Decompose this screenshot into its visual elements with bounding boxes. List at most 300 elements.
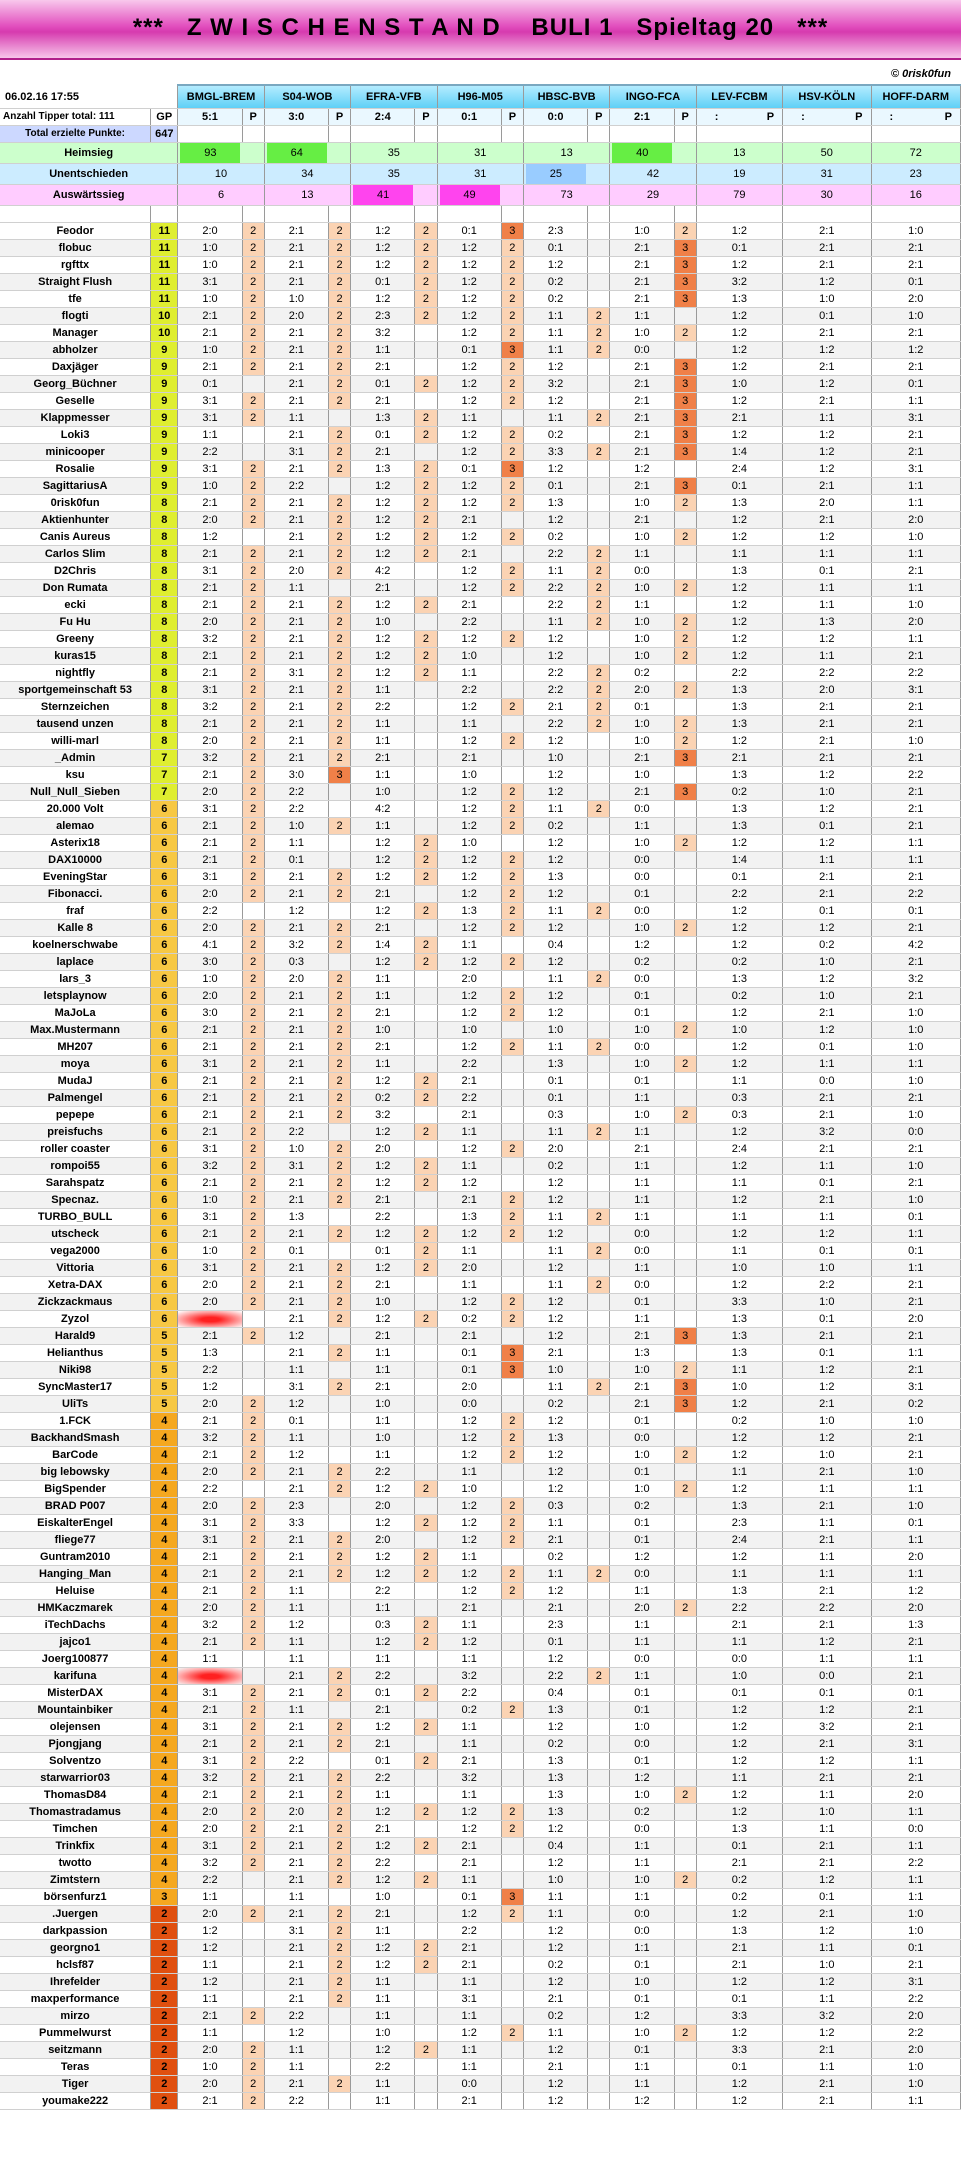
tip-cell: 1:2 xyxy=(523,648,587,665)
tip-cell: 1:2 xyxy=(783,1923,871,1940)
tip-cell: 2:0 xyxy=(264,1804,328,1821)
points-cell xyxy=(501,648,523,665)
points-cell: 2 xyxy=(415,1311,437,1328)
summary-value: 10 xyxy=(178,164,264,185)
tip-cell: 2:0 xyxy=(264,971,328,988)
points-cell xyxy=(588,1226,610,1243)
tip-cell: 1:2 xyxy=(783,2025,871,2042)
tip-cell: 3:2 xyxy=(178,631,242,648)
tip-cell: 1:4 xyxy=(696,852,782,869)
points-cell xyxy=(588,376,610,393)
points-cell: 2 xyxy=(329,1770,351,1787)
tip-cell: 3:2 xyxy=(264,937,328,954)
player-name: karifuna xyxy=(0,1668,151,1685)
tip-cell: 3:2 xyxy=(783,1719,871,1736)
tip-cell: 2:1 xyxy=(264,342,328,359)
summary-value: 25 xyxy=(523,164,609,185)
tip-cell: 2:1 xyxy=(351,393,415,410)
tip-cell: 0:0 xyxy=(871,1124,961,1141)
tip-cell: 0:1 xyxy=(871,376,961,393)
points-cell: 2 xyxy=(329,1311,351,1328)
tip-cell: 1:1 xyxy=(351,1600,415,1617)
tip-cell: 1:1 xyxy=(523,1889,587,1906)
game-header: S04-WOB xyxy=(264,85,350,109)
points-cell xyxy=(588,1770,610,1787)
tip-cell: 2:1 xyxy=(783,1498,871,1515)
tip-cell: 1:1 xyxy=(783,1821,871,1838)
tip-cell: 2:1 xyxy=(610,274,674,291)
points-cell xyxy=(588,274,610,291)
points-cell xyxy=(588,1838,610,1855)
tip-cell: 1:2 xyxy=(351,1073,415,1090)
points-cell: 3 xyxy=(674,393,696,410)
points-cell xyxy=(588,2008,610,2025)
tip-cell: 2:1 xyxy=(351,750,415,767)
tip-cell: 2:2 xyxy=(696,886,782,903)
tip-cell: 1:1 xyxy=(871,1889,961,1906)
game-result: : P xyxy=(871,109,961,126)
tip-cell: 2:1 xyxy=(351,920,415,937)
empty-cell xyxy=(588,126,610,143)
points-cell: 2 xyxy=(242,1906,264,1923)
player-name: Zickzackmaus xyxy=(0,1294,151,1311)
points-cell xyxy=(674,869,696,886)
tip-cell: 1:2 xyxy=(437,954,501,971)
points-cell xyxy=(674,1991,696,2008)
points-cell: 2 xyxy=(415,937,437,954)
summary-value: 30 xyxy=(783,185,871,206)
player-name: preisfuchs xyxy=(0,1124,151,1141)
empty-cell xyxy=(523,126,587,143)
points-cell: 2 xyxy=(242,2008,264,2025)
points-cell: 2 xyxy=(242,1787,264,1804)
tip-cell: 0:1 xyxy=(610,1991,674,2008)
tip-cell: 1:2 xyxy=(437,376,501,393)
tip-cell: 3:1 xyxy=(178,801,242,818)
tip-cell: 1:1 xyxy=(523,971,587,988)
points-cell xyxy=(415,1787,437,1804)
tip-cell: 2:1 xyxy=(264,1175,328,1192)
tip-cell: 2:1 xyxy=(783,1906,871,1923)
player-name: Thomastradamus xyxy=(0,1804,151,1821)
tip-cell: 2:2 xyxy=(523,665,587,682)
tip-cell: 2:1 xyxy=(437,1328,501,1345)
tip-cell: 2:1 xyxy=(871,444,961,461)
tip-cell: 1:2 xyxy=(437,1566,501,1583)
points-cell xyxy=(415,359,437,376)
tip-cell: 1:1 xyxy=(783,546,871,563)
tip-cell: 2:1 xyxy=(871,1090,961,1107)
player-gp: 7 xyxy=(151,767,178,784)
points-cell xyxy=(415,1889,437,1906)
tip-cell: 1:1 xyxy=(264,1583,328,1600)
player-name: EiskalterEngel xyxy=(0,1515,151,1532)
points-cell xyxy=(674,1770,696,1787)
tip-cell: 1:1 xyxy=(264,1430,328,1447)
tip-cell: 2:1 xyxy=(264,716,328,733)
tip-cell: 2:2 xyxy=(696,665,782,682)
points-cell: 2 xyxy=(242,223,264,240)
points-cell xyxy=(415,1141,437,1158)
table-row xyxy=(0,580,961,597)
player-gp: 4 xyxy=(151,1855,178,1872)
tip-cell: 0:2 xyxy=(523,529,587,546)
tip-cell: 0:1 xyxy=(610,1957,674,1974)
player-name: Max.Mustermann xyxy=(0,1022,151,1039)
points-cell xyxy=(588,1889,610,1906)
points-cell xyxy=(588,1991,610,2008)
tip-cell: 2:2 xyxy=(696,1600,782,1617)
tip-cell: 0:1 xyxy=(610,1753,674,1770)
tip-cell: 1:1 xyxy=(871,852,961,869)
points-cell: 2 xyxy=(329,1481,351,1498)
tip-cell: 0:0 xyxy=(610,1821,674,1838)
tip-cell: 1:1 xyxy=(610,597,674,614)
tip-cell: 2:1 xyxy=(871,563,961,580)
points-cell: 3 xyxy=(674,750,696,767)
tip-cell: 1:2 xyxy=(437,1039,501,1056)
tip-cell: 1:2 xyxy=(523,835,587,852)
points-cell xyxy=(415,1821,437,1838)
player-gp: 6 xyxy=(151,1175,178,1192)
tip-cell: 1:2 xyxy=(351,240,415,257)
points-cell: 2 xyxy=(674,223,696,240)
player-name: ecki xyxy=(0,597,151,614)
points-cell: 2 xyxy=(329,444,351,461)
player-gp: 8 xyxy=(151,631,178,648)
tip-cell: 1:1 xyxy=(783,1515,871,1532)
empty-cell xyxy=(696,126,782,143)
tip-cell: 2:1 xyxy=(783,478,871,495)
points-cell xyxy=(674,2042,696,2059)
tip-cell: 2:1 xyxy=(783,1090,871,1107)
player-name: flobuc xyxy=(0,240,151,257)
player-gp: 8 xyxy=(151,580,178,597)
player-gp: 4 xyxy=(151,1821,178,1838)
tip-cell: 1:2 xyxy=(523,512,587,529)
points-cell xyxy=(415,682,437,699)
points-cell xyxy=(674,2093,696,2110)
tip-cell: 2:1 xyxy=(610,1328,674,1345)
player-name: 0risk0fun xyxy=(0,495,151,512)
points-cell xyxy=(501,1396,523,1413)
tip-cell: 1:0 xyxy=(783,1804,871,1821)
tip-cell: 1:1 xyxy=(610,1838,674,1855)
empty-cell xyxy=(696,206,782,223)
points-cell xyxy=(588,869,610,886)
points-cell: 2 xyxy=(242,1226,264,1243)
points-cell xyxy=(415,1464,437,1481)
tip-cell: 2:0 xyxy=(178,1277,242,1294)
tip-cell: 1:2 xyxy=(437,733,501,750)
tip-cell: 1:0 xyxy=(178,971,242,988)
tip-cell: 1:3 xyxy=(437,903,501,920)
points-cell: 2 xyxy=(674,1872,696,1889)
points-cell: 2 xyxy=(501,495,523,512)
tip-cell: 1:2 xyxy=(437,291,501,308)
tip-cell: 2:1 xyxy=(783,1005,871,1022)
tip-cell: 1:2 xyxy=(437,580,501,597)
tip-cell: 1:2 xyxy=(437,240,501,257)
table-row xyxy=(0,1906,961,1923)
summary-value: 16 xyxy=(871,185,961,206)
player-name: utscheck xyxy=(0,1226,151,1243)
tip-cell: 0:2 xyxy=(523,2008,587,2025)
tip-cell: 1:1 xyxy=(351,1056,415,1073)
tip-cell: 2:1 xyxy=(178,1175,242,1192)
tip-cell: 2:0 xyxy=(178,1821,242,1838)
points-cell xyxy=(588,1345,610,1362)
tip-cell: 0:0 xyxy=(610,1651,674,1668)
tip-cell: 2:1 xyxy=(871,1175,961,1192)
empty-cell xyxy=(178,126,242,143)
points-cell xyxy=(674,1090,696,1107)
player-name: Loki3 xyxy=(0,427,151,444)
tip-cell: 1:1 xyxy=(783,1158,871,1175)
tip-cell: 0:1 xyxy=(696,2059,782,2076)
tip-cell: 2:2 xyxy=(264,2008,328,2025)
tip-cell: 2:1 xyxy=(264,682,328,699)
tip-cell: 0:1 xyxy=(610,988,674,1005)
tip-cell: 1:3 xyxy=(351,410,415,427)
tip-cell: 0:0 xyxy=(610,1243,674,1260)
points-cell: 2 xyxy=(329,631,351,648)
points-cell xyxy=(501,1651,523,1668)
table-row xyxy=(0,665,961,682)
tip-cell: 2:2 xyxy=(178,1872,242,1889)
points-cell: 2 xyxy=(415,597,437,614)
player-gp: 5 xyxy=(151,1396,178,1413)
player-gp: 4 xyxy=(151,1464,178,1481)
points-cell: 2 xyxy=(242,1073,264,1090)
tip-cell: 2:0 xyxy=(871,2008,961,2025)
player-name: MisterDAX xyxy=(0,1685,151,1702)
tip-cell: 3:2 xyxy=(437,1770,501,1787)
points-cell xyxy=(674,1260,696,1277)
points-cell xyxy=(415,699,437,716)
tip-cell: 2:1 xyxy=(264,1940,328,1957)
points-cell: 2 xyxy=(501,1583,523,1600)
points-cell xyxy=(329,478,351,495)
player-name: fliege77 xyxy=(0,1532,151,1549)
table-row xyxy=(0,1804,961,1821)
points-cell: 2 xyxy=(242,818,264,835)
tip-cell: 1:0 xyxy=(351,1022,415,1039)
tip-cell: 1:2 xyxy=(871,1583,961,1600)
points-cell: 2 xyxy=(329,1175,351,1192)
player-gp: 6 xyxy=(151,1005,178,1022)
points-cell: 2 xyxy=(329,1226,351,1243)
tip-cell: 1:2 xyxy=(351,869,415,886)
points-cell xyxy=(501,1787,523,1804)
tip-cell: 1:1 xyxy=(437,2008,501,2025)
points-cell: 2 xyxy=(674,835,696,852)
tip-cell: 1:0 xyxy=(178,240,242,257)
tip-cell: 0:2 xyxy=(437,1311,501,1328)
player-gp: 4 xyxy=(151,1498,178,1515)
player-name: youmake222 xyxy=(0,2093,151,2110)
points-cell: 2 xyxy=(501,1209,523,1226)
tip-cell: 0:0 xyxy=(610,869,674,886)
points-cell: 2 xyxy=(242,1549,264,1566)
player-gp: 6 xyxy=(151,954,178,971)
tip-cell: 3:0 xyxy=(178,954,242,971)
points-cell: 2 xyxy=(242,716,264,733)
tip-cell: 1:0 xyxy=(178,291,242,308)
points-cell: 2 xyxy=(415,1175,437,1192)
summary-value: 23 xyxy=(871,164,961,185)
points-cell: 2 xyxy=(415,1634,437,1651)
points-cell xyxy=(242,1974,264,1991)
table-row xyxy=(0,325,961,342)
player-gp: 5 xyxy=(151,1362,178,1379)
points-cell xyxy=(674,1226,696,1243)
points-cell: 2 xyxy=(501,886,523,903)
points-cell: 3 xyxy=(501,1362,523,1379)
tip-cell: 2:1 xyxy=(351,1005,415,1022)
player-name: roller coaster xyxy=(0,1141,151,1158)
summary-value: 31 xyxy=(437,143,523,164)
points-cell xyxy=(588,886,610,903)
points-cell: 2 xyxy=(415,461,437,478)
tip-cell: 2:0 xyxy=(178,614,242,631)
player-name: iTechDachs xyxy=(0,1617,151,1634)
tip-cell: 2:0 xyxy=(610,1600,674,1617)
points-cell: 2 xyxy=(588,444,610,461)
points-cell xyxy=(588,1073,610,1090)
tip-cell: 2:1 xyxy=(437,750,501,767)
points-cell: 2 xyxy=(588,563,610,580)
tip-cell: 1:2 xyxy=(783,1226,871,1243)
tip-cell: 2:0 xyxy=(178,2042,242,2059)
tip-cell: 2:1 xyxy=(783,512,871,529)
tip-cell: 1:0 xyxy=(351,2025,415,2042)
tip-cell: 1:2 xyxy=(696,1753,782,1770)
tip-cell: 2:1 xyxy=(264,1668,328,1685)
points-cell: 2 xyxy=(674,1056,696,1073)
player-gp: 2 xyxy=(151,2008,178,2025)
tip-cell: 3:1 xyxy=(178,1056,242,1073)
tip-cell: 1:2 xyxy=(437,699,501,716)
tip-cell: 2:1 xyxy=(178,1090,242,1107)
tip-cell: 1:2 xyxy=(696,1039,782,1056)
points-cell: 2 xyxy=(242,512,264,529)
tip-cell: 2:2 xyxy=(871,665,961,682)
points-cell xyxy=(588,1821,610,1838)
points-cell xyxy=(674,1345,696,1362)
points-cell: 2 xyxy=(242,1124,264,1141)
tip-cell: 1:1 xyxy=(871,495,961,512)
tip-cell: 1:2 xyxy=(696,325,782,342)
tip-cell: 0:4 xyxy=(523,937,587,954)
table-row xyxy=(0,1515,961,1532)
tip-cell: 0:1 xyxy=(610,1005,674,1022)
tip-cell: 2:1 xyxy=(871,1702,961,1719)
tip-cell: 1:1 xyxy=(871,1838,961,1855)
tip-cell: 2:1 xyxy=(264,2076,328,2093)
points-cell: 2 xyxy=(242,1396,264,1413)
points-cell: 2 xyxy=(242,461,264,478)
tip-cell: 1:2 xyxy=(610,2093,674,2110)
table-row xyxy=(0,2042,961,2059)
table-row xyxy=(0,1277,961,1294)
points-cell xyxy=(415,801,437,818)
tip-cell: 0:0 xyxy=(610,801,674,818)
tip-cell: 0:0 xyxy=(783,1668,871,1685)
tip-cell: 2:1 xyxy=(437,1940,501,1957)
tip-cell: 1:2 xyxy=(437,427,501,444)
tip-cell: 1:2 xyxy=(351,1260,415,1277)
points-cell: 2 xyxy=(588,410,610,427)
player-name: Aktienhunter xyxy=(0,512,151,529)
tip-cell: 2:1 xyxy=(610,410,674,427)
tip-cell: 0:2 xyxy=(523,427,587,444)
tip-cell: 1:0 xyxy=(610,1481,674,1498)
player-gp: 7 xyxy=(151,750,178,767)
tip-cell: 2:1 xyxy=(610,359,674,376)
points-cell xyxy=(674,852,696,869)
points-cell: 2 xyxy=(242,2093,264,2110)
points-cell: 2 xyxy=(329,1022,351,1039)
points-cell: 2 xyxy=(501,325,523,342)
table-row xyxy=(0,767,961,784)
points-cell: 2 xyxy=(242,1294,264,1311)
tip-cell: 0:3 xyxy=(696,1090,782,1107)
points-cell xyxy=(415,1328,437,1345)
tip-cell: 1:0 xyxy=(610,223,674,240)
points-cell xyxy=(674,1141,696,1158)
empty-cell xyxy=(242,206,264,223)
points-cell xyxy=(588,1311,610,1328)
tip-cell: 1:2 xyxy=(523,1005,587,1022)
tip-cell: 2:1 xyxy=(783,325,871,342)
tip-cell: 1:2 xyxy=(437,1175,501,1192)
tip-cell: 1:0 xyxy=(783,784,871,801)
tip-cell: 2:2 xyxy=(523,546,587,563)
tip-cell: 2:1 xyxy=(783,733,871,750)
points-cell: 2 xyxy=(501,1294,523,1311)
tip-cell: 1:1 xyxy=(437,1617,501,1634)
tip-cell: 3:1 xyxy=(264,1923,328,1940)
tip-cell: 2:1 xyxy=(871,1668,961,1685)
tip-cell: 1:3 xyxy=(523,1770,587,1787)
tip-cell: 1:2 xyxy=(783,1872,871,1889)
points-cell xyxy=(588,835,610,852)
tip-cell: 2:1 xyxy=(264,325,328,342)
points-cell: 2 xyxy=(242,1685,264,1702)
points-cell: 2 xyxy=(415,1243,437,1260)
table-row xyxy=(0,461,961,478)
tip-cell: 2:1 xyxy=(264,461,328,478)
points-cell: 2 xyxy=(415,427,437,444)
tip-cell: 3:2 xyxy=(178,1855,242,1872)
table-row xyxy=(0,1957,961,1974)
tip-cell: 2:1 xyxy=(264,1311,328,1328)
points-cell: 2 xyxy=(415,308,437,325)
tip-cell: 3:3 xyxy=(696,2042,782,2059)
player-name: Carlos Slim xyxy=(0,546,151,563)
points-cell: 2 xyxy=(588,546,610,563)
tip-cell: 1:0 xyxy=(437,1481,501,1498)
tip-cell: 1:0 xyxy=(871,223,961,240)
summary-value: 79 xyxy=(696,185,782,206)
tip-cell: 2:1 xyxy=(871,240,961,257)
tip-cell: 1:1 xyxy=(610,1617,674,1634)
tip-cell: 2:1 xyxy=(264,1056,328,1073)
tip-cell: 1:2 xyxy=(351,1634,415,1651)
tip-cell: 1:0 xyxy=(783,1447,871,1464)
tip-cell: 1:1 xyxy=(696,1175,782,1192)
